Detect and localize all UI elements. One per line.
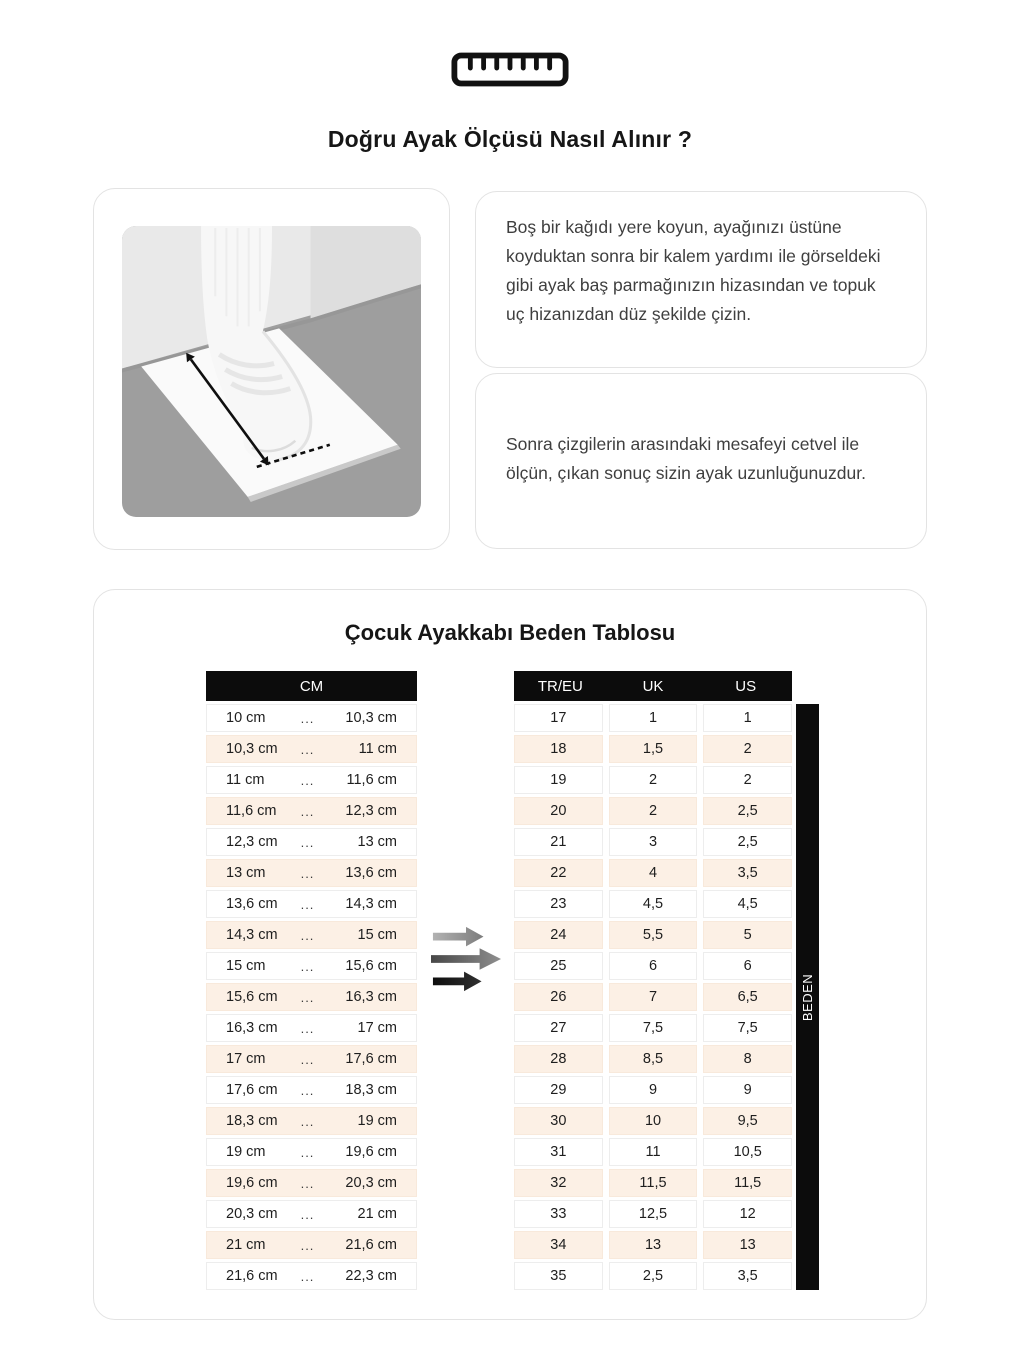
uk-size-cell: 4,5 [609, 890, 698, 918]
uk-size-cell: 11 [609, 1138, 698, 1166]
cm-table-row [206, 797, 417, 825]
cm-range-to: 19,6 cm [345, 1144, 397, 1160]
cm-range-to: 17,6 cm [345, 1051, 397, 1067]
cm-range-from: 15,6 cm [226, 989, 278, 1005]
uk-size-cell: 7 [609, 983, 698, 1011]
eu-size-cell: 27 [514, 1014, 603, 1042]
size-table-row [514, 1014, 792, 1042]
instruction-step-1 [475, 191, 927, 368]
cm-range-from: 21,6 cm [226, 1268, 278, 1284]
size-table-row [514, 704, 792, 732]
size-tables [94, 671, 926, 1293]
size-table-row [514, 1231, 792, 1259]
us-size-cell: 3,5 [703, 1262, 792, 1290]
cm-table-row [206, 890, 417, 918]
right-arrows-icon [429, 924, 503, 994]
eu-uk-us-table [514, 671, 792, 1293]
foot-photo-card [93, 188, 450, 550]
cm-range-from: 20,3 cm [226, 1206, 278, 1222]
size-table-row [514, 735, 792, 763]
size-table-row [514, 1200, 792, 1228]
size-table-row [514, 1076, 792, 1104]
cm-range-from: 11 cm [226, 772, 265, 788]
eu-size-cell: 24 [514, 921, 603, 949]
cm-range-from: 19 cm [226, 1144, 266, 1160]
cm-range-from: 14,3 cm [226, 927, 278, 943]
range-dots: ... [300, 1113, 315, 1129]
range-dots: ... [300, 927, 315, 943]
uk-size-cell: 5,5 [609, 921, 698, 949]
range-dots: ... [300, 710, 315, 726]
size-table-row [514, 1045, 792, 1073]
eu-table-body [514, 704, 792, 1290]
eu-size-cell: 19 [514, 766, 603, 794]
ruler-icon [451, 52, 569, 92]
cm-range-from: 10,3 cm [226, 741, 278, 757]
cm-range-from: 13,6 cm [226, 896, 278, 912]
eu-size-cell: 32 [514, 1169, 603, 1197]
uk-size-cell: 7,5 [609, 1014, 698, 1042]
size-table-row [514, 797, 792, 825]
range-dots: ... [300, 772, 315, 788]
beden-side-strip [796, 704, 819, 1290]
size-table-row [514, 1138, 792, 1166]
range-dots: ... [300, 834, 315, 850]
us-size-cell: 10,5 [703, 1138, 792, 1166]
uk-size-cell: 3 [609, 828, 698, 856]
cm-table-row [206, 735, 417, 763]
cm-range-from: 19,6 cm [226, 1175, 278, 1191]
uk-size-cell: 12,5 [609, 1200, 698, 1228]
cm-table-row [206, 1138, 417, 1166]
size-table-row [514, 766, 792, 794]
range-dots: ... [300, 865, 315, 881]
eu-size-cell: 25 [514, 952, 603, 980]
cm-table-row [206, 704, 417, 732]
eu-size-cell: 34 [514, 1231, 603, 1259]
ruler-icon-wrap [0, 0, 1020, 92]
range-dots: ... [300, 1206, 315, 1222]
size-table-row [514, 952, 792, 980]
uk-size-cell: 2 [609, 797, 698, 825]
us-size-cell: 9 [703, 1076, 792, 1104]
uk-size-cell: 1 [609, 704, 698, 732]
us-size-cell: 2,5 [703, 797, 792, 825]
cm-table-row [206, 983, 417, 1011]
instruction-step-1-text: Boş bir kağıdı yere koyun, ayağınızı üstüne koyduktan sonra bir kalem yardımı ile görseldeki gibi ayak baş parmağınızın hizasından ve topuk uç hizanızdan düz şekilde çizin. [506, 217, 881, 324]
eu-size-cell: 21 [514, 828, 603, 856]
us-size-cell: 13 [703, 1231, 792, 1259]
cm-range-to: 15 cm [357, 927, 397, 943]
cm-table-row [206, 1107, 417, 1135]
cm-table-row [206, 859, 417, 887]
us-size-cell: 9,5 [703, 1107, 792, 1135]
size-table-row [514, 890, 792, 918]
us-size-cell: 8 [703, 1045, 792, 1073]
us-size-cell: 12 [703, 1200, 792, 1228]
range-dots: ... [300, 1237, 315, 1253]
us-size-cell: 4,5 [703, 890, 792, 918]
cm-table-row [206, 766, 417, 794]
cm-range-to: 14,3 cm [345, 896, 397, 912]
uk-size-cell: 2,5 [609, 1262, 698, 1290]
cm-range-to: 15,6 cm [345, 958, 397, 974]
cm-table-row [206, 1231, 417, 1259]
range-dots: ... [300, 1144, 315, 1160]
eu-size-cell: 35 [514, 1262, 603, 1290]
range-dots: ... [300, 1268, 315, 1284]
arrows-divider [417, 671, 514, 1291]
instruction-step-2 [475, 373, 927, 549]
cm-range-from: 17,6 cm [226, 1082, 278, 1098]
uk-size-cell: 13 [609, 1231, 698, 1259]
us-size-cell: 11,5 [703, 1169, 792, 1197]
cm-table-row [206, 1076, 417, 1104]
uk-size-cell: 2 [609, 766, 698, 794]
us-size-cell: 7,5 [703, 1014, 792, 1042]
cm-range-from: 16,3 cm [226, 1020, 278, 1036]
cm-range-from: 13 cm [226, 865, 266, 881]
cm-table-row [206, 1169, 417, 1197]
cm-range-to: 12,3 cm [345, 803, 397, 819]
eu-size-cell: 30 [514, 1107, 603, 1135]
range-dots: ... [300, 896, 315, 912]
size-table-title: Çocuk Ayakkabı Beden Tablosu [344, 620, 676, 645]
cm-table-row [206, 828, 417, 856]
size-table-row [514, 828, 792, 856]
uk-size-cell: 4 [609, 859, 698, 887]
range-dots: ... [300, 1020, 315, 1036]
size-table-row [514, 921, 792, 949]
cm-table-row [206, 921, 417, 949]
cm-range-to: 18,3 cm [345, 1082, 397, 1098]
cm-range-from: 17 cm [226, 1051, 266, 1067]
us-size-cell: 3,5 [703, 859, 792, 887]
cm-table-row [206, 1200, 417, 1228]
beden-label: BEDEN [800, 973, 816, 1021]
cm-range-from: 12,3 cm [226, 834, 278, 850]
eu-size-cell: 18 [514, 735, 603, 763]
cm-range-to: 11,6 cm [346, 772, 397, 788]
instruction-steps [475, 191, 927, 550]
cm-range-to: 13,6 cm [345, 865, 397, 881]
cm-table-row [206, 1014, 417, 1042]
cm-range-to: 17 cm [357, 1020, 397, 1036]
cm-table-row [206, 1262, 417, 1290]
us-size-cell: 5 [703, 921, 792, 949]
us-header-label: US [735, 677, 757, 695]
uk-size-cell: 8,5 [609, 1045, 698, 1073]
us-size-cell: 2 [703, 735, 792, 763]
cm-range-to: 11 cm [358, 741, 397, 757]
cm-range-to: 19 cm [357, 1113, 397, 1129]
eu-size-cell: 29 [514, 1076, 603, 1104]
range-dots: ... [300, 1175, 315, 1191]
us-size-cell: 1 [703, 704, 792, 732]
cm-range-from: 11,6 cm [226, 803, 277, 819]
range-dots: ... [300, 989, 315, 1005]
cm-range-from: 18,3 cm [226, 1113, 278, 1129]
cm-range-to: 13 cm [357, 834, 397, 850]
cm-range-from: 10 cm [226, 710, 266, 726]
cm-range-to: 21 cm [357, 1206, 397, 1222]
cm-table [206, 671, 417, 1293]
range-dots: ... [300, 958, 315, 974]
size-table-section [93, 589, 927, 1320]
cm-header-label: CM [299, 677, 324, 695]
uk-size-cell: 11,5 [609, 1169, 698, 1197]
cm-range-to: 20,3 cm [345, 1175, 397, 1191]
eu-size-cell: 20 [514, 797, 603, 825]
howto-section [93, 188, 927, 550]
cm-table-row [206, 952, 417, 980]
size-table-row [514, 1107, 792, 1135]
cm-range-from: 21 cm [226, 1237, 266, 1253]
uk-size-cell: 9 [609, 1076, 698, 1104]
us-size-cell: 2 [703, 766, 792, 794]
uk-size-cell: 10 [609, 1107, 698, 1135]
us-size-cell: 2,5 [703, 828, 792, 856]
eu-size-cell: 22 [514, 859, 603, 887]
size-table-row [514, 983, 792, 1011]
uk-header-label: UK [642, 677, 664, 695]
eu-size-cell: 31 [514, 1138, 603, 1166]
cm-range-to: 16,3 cm [345, 989, 397, 1005]
range-dots: ... [300, 1082, 315, 1098]
eu-table-header [514, 671, 792, 701]
instruction-step-2-text: Sonra çizgilerin arasındaki mesafeyi cetvel ile ölçün, çıkan sonuç sizin ayak uzunluğunuzdur. [506, 434, 866, 483]
eu-size-cell: 23 [514, 890, 603, 918]
eu-header-label: TR/EU [537, 677, 583, 695]
us-size-cell: 6,5 [703, 983, 792, 1011]
cm-range-to: 10,3 cm [345, 710, 397, 726]
eu-size-cell: 26 [514, 983, 603, 1011]
cm-range-from: 15 cm [226, 958, 266, 974]
cm-range-to: 21,6 cm [345, 1237, 397, 1253]
size-table-row [514, 1262, 792, 1290]
eu-size-cell: 17 [514, 704, 603, 732]
us-size-cell: 6 [703, 952, 792, 980]
cm-table-row [206, 1045, 417, 1073]
range-dots: ... [300, 1051, 315, 1067]
size-table-row [514, 859, 792, 887]
cm-range-to: 22,3 cm [345, 1268, 397, 1284]
eu-size-cell: 33 [514, 1200, 603, 1228]
page-title: Doğru Ayak Ölçüsü Nasıl Alınır ? [327, 126, 693, 152]
cm-table-header [206, 671, 417, 701]
foot-measurement-photo [122, 226, 421, 517]
size-table-row [514, 1169, 792, 1197]
uk-size-cell: 1,5 [609, 735, 698, 763]
cm-table-body [206, 704, 417, 1290]
range-dots: ... [300, 741, 315, 757]
uk-size-cell: 6 [609, 952, 698, 980]
range-dots: ... [300, 803, 315, 819]
eu-size-cell: 28 [514, 1045, 603, 1073]
